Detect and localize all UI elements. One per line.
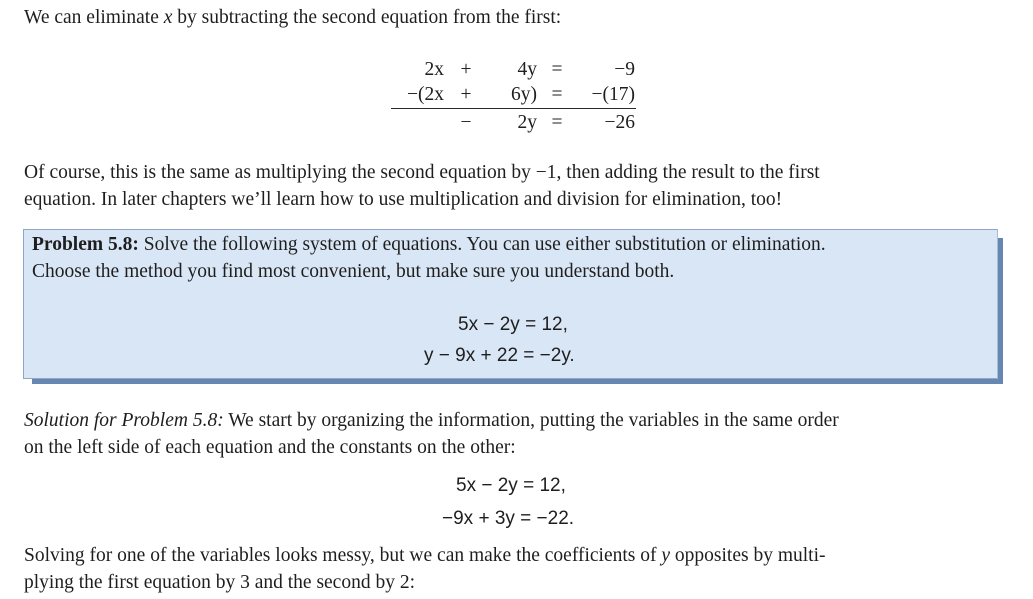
closing-variable: y xyxy=(661,545,671,566)
elim-cell: 2x xyxy=(424,59,444,80)
closing-prefix: Solving for one of the variables looks messy, but we can make the coefficients of xyxy=(24,545,662,566)
problem-label: Problem 5.8: xyxy=(32,234,139,255)
paragraph-line: Of course, this is the same as multiplying the second equation by −1, then adding the result to the first xyxy=(24,162,820,183)
elim-cell: −9 xyxy=(614,59,635,80)
problem-text: Solve the following system of equations. You can use either substitution or elimination. xyxy=(138,234,826,255)
solution-line xyxy=(24,407,839,435)
intro-suffix: by subtracting the second equation from the first: xyxy=(172,7,562,28)
elim-cell: 6y) xyxy=(511,84,537,105)
elim-cell: −(17) xyxy=(591,84,635,105)
elim-cell: + xyxy=(460,59,472,80)
solution-equation: −9x + 3y = −22. xyxy=(442,508,575,529)
solution-line: on the left side of each equation and the constants on the other: xyxy=(24,437,516,458)
problem-equation: 5x − 2y = 12, xyxy=(458,314,568,335)
elim-cell: = xyxy=(551,84,563,105)
elim-cell: −(2x xyxy=(407,84,444,105)
intro-prefix: We can eliminate xyxy=(24,7,164,28)
solution-equation: 5x − 2y = 12, xyxy=(456,475,566,496)
problem-statement-line xyxy=(32,231,826,259)
elim-cell: −26 xyxy=(604,112,635,133)
intro-paragraph xyxy=(24,4,561,32)
elimination-rule xyxy=(391,108,636,109)
solution-label: Solution for Problem 5.8: xyxy=(24,410,224,431)
elim-cell: = xyxy=(551,112,563,133)
problem-box-shadow xyxy=(998,238,1003,384)
closing-suffix: opposites by multi- xyxy=(670,545,826,566)
elim-cell: = xyxy=(551,59,563,80)
intro-variable: x xyxy=(163,7,173,28)
elim-cell: + xyxy=(460,84,472,105)
problem-statement-line: Choose the method you find most convenient, but make sure you understand both. xyxy=(32,261,675,282)
solution-text: We start by organizing the information, putting the variables in the same order xyxy=(223,410,839,431)
closing-line: plying the first equation by 3 and the second by 2: xyxy=(24,572,416,593)
closing-line xyxy=(24,542,826,570)
elim-cell: 2y xyxy=(517,112,537,133)
problem-equation: y − 9x + 22 = −2y. xyxy=(424,345,575,366)
paragraph-line: equation. In later chapters we’ll learn how to use multiplication and division for elimination, too! xyxy=(24,189,783,210)
elim-cell: − xyxy=(460,112,472,133)
elim-cell: 4y xyxy=(517,59,537,80)
